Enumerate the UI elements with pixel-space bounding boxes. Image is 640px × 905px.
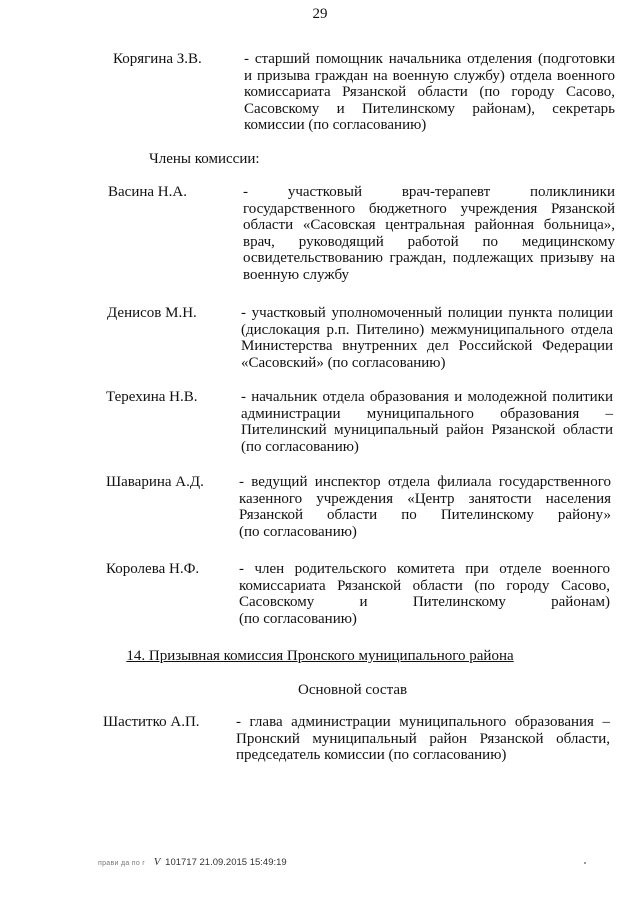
member-name: Терехина Н.В. bbox=[106, 389, 198, 405]
member-name: Королева Н.Ф. bbox=[106, 561, 200, 577]
description-line: врач, руководящий работой по медицинскому bbox=[243, 233, 615, 250]
member-name: Васина Н.А. bbox=[108, 184, 187, 200]
description-line: - участковый врач-терапевт поликлиники bbox=[243, 184, 615, 200]
description-line: Сасовскому и Пителинскому районам), секретарь bbox=[244, 100, 615, 117]
secretary-name: Корягина З.В. bbox=[113, 51, 202, 67]
description-line: - старший помощник начальника отделения (подготовки bbox=[244, 51, 615, 67]
description-line: - начальник отдела образования и молодежной политики bbox=[241, 389, 613, 405]
section-heading bbox=[0, 648, 640, 665]
members-label: Члены комиссии: bbox=[149, 151, 260, 167]
description-line: государственного бюджетного учреждения Рязанской bbox=[243, 200, 615, 217]
description-line: и призыва граждан на военную службу) отдела военного bbox=[244, 67, 615, 84]
description-line: (дислокация р.п. Пителино) межмуниципального отдела bbox=[241, 321, 613, 338]
chairman-name: Шаститко А.П. bbox=[103, 714, 200, 730]
main-composition-label: Основной состав bbox=[298, 682, 408, 698]
description-line: Рязанской области по Пителинскому району» bbox=[239, 507, 611, 524]
description-line: комиссии (по согласованию) bbox=[244, 117, 427, 134]
description-line: (по согласованию) bbox=[239, 523, 357, 540]
description-line: председатель комиссии (по согласованию) bbox=[236, 747, 507, 764]
page-number: 29 bbox=[312, 6, 328, 22]
description-line: области «Сасовская центральная районная больница», bbox=[243, 217, 615, 234]
description-line: Сасовскому и Пителинскому районам) bbox=[239, 594, 610, 611]
registration-footer bbox=[98, 856, 287, 868]
member-role-description bbox=[236, 714, 610, 764]
description-line: - глава администрации муниципального образования – bbox=[236, 714, 610, 730]
description-line: комиссариата Рязанской области (по городу Сасово, bbox=[244, 84, 615, 101]
description-line: (по согласованию) bbox=[239, 610, 357, 627]
description-line: - участковый уполномоченный полиции пункта полиции bbox=[241, 305, 613, 321]
member-role-description bbox=[241, 389, 613, 455]
description-line: - член родительского комитета при отделе военного bbox=[239, 561, 610, 577]
description-line: Министерства внутренних дел Российской Федерации bbox=[241, 338, 613, 355]
member-role-description bbox=[241, 305, 613, 371]
member-role-description bbox=[239, 561, 610, 627]
member-name: Шаварина А.Д. bbox=[106, 474, 204, 490]
description-line: военную службу bbox=[243, 266, 350, 283]
description-line: (по согласованию) bbox=[241, 438, 359, 455]
member-name: Денисов М.Н. bbox=[107, 305, 197, 321]
member-role-description bbox=[239, 474, 611, 540]
description-line: «Сасовский» (по согласованию) bbox=[241, 354, 446, 371]
description-line: - ведущий инспектор отдела филиала государственного bbox=[239, 474, 611, 490]
description-line: Пронский муниципальный район Рязанской области, bbox=[236, 730, 610, 747]
scan-dot bbox=[584, 862, 586, 864]
footer-mark: V bbox=[153, 856, 161, 868]
description-line: комиссариата Рязанской области (по городу Сасово, bbox=[239, 577, 610, 594]
section-heading-text: 14. Призывная комиссия Пронского муниципального района bbox=[126, 648, 514, 664]
footer-stamp: прави да по г bbox=[98, 860, 146, 867]
description-line: освидетельствованию граждан, подлежащих призыву на bbox=[243, 250, 615, 267]
member-role-description bbox=[243, 184, 615, 284]
description-line: казенного учреждения «Центр занятости населения bbox=[239, 490, 611, 507]
description-line: Пителинский муниципальный район Рязанской области bbox=[241, 422, 613, 439]
member-role-description bbox=[244, 51, 615, 134]
description-line: администрации муниципального образования – bbox=[241, 405, 613, 422]
footer-registration: 101717 21.09.2015 15:49:19 bbox=[165, 857, 287, 868]
